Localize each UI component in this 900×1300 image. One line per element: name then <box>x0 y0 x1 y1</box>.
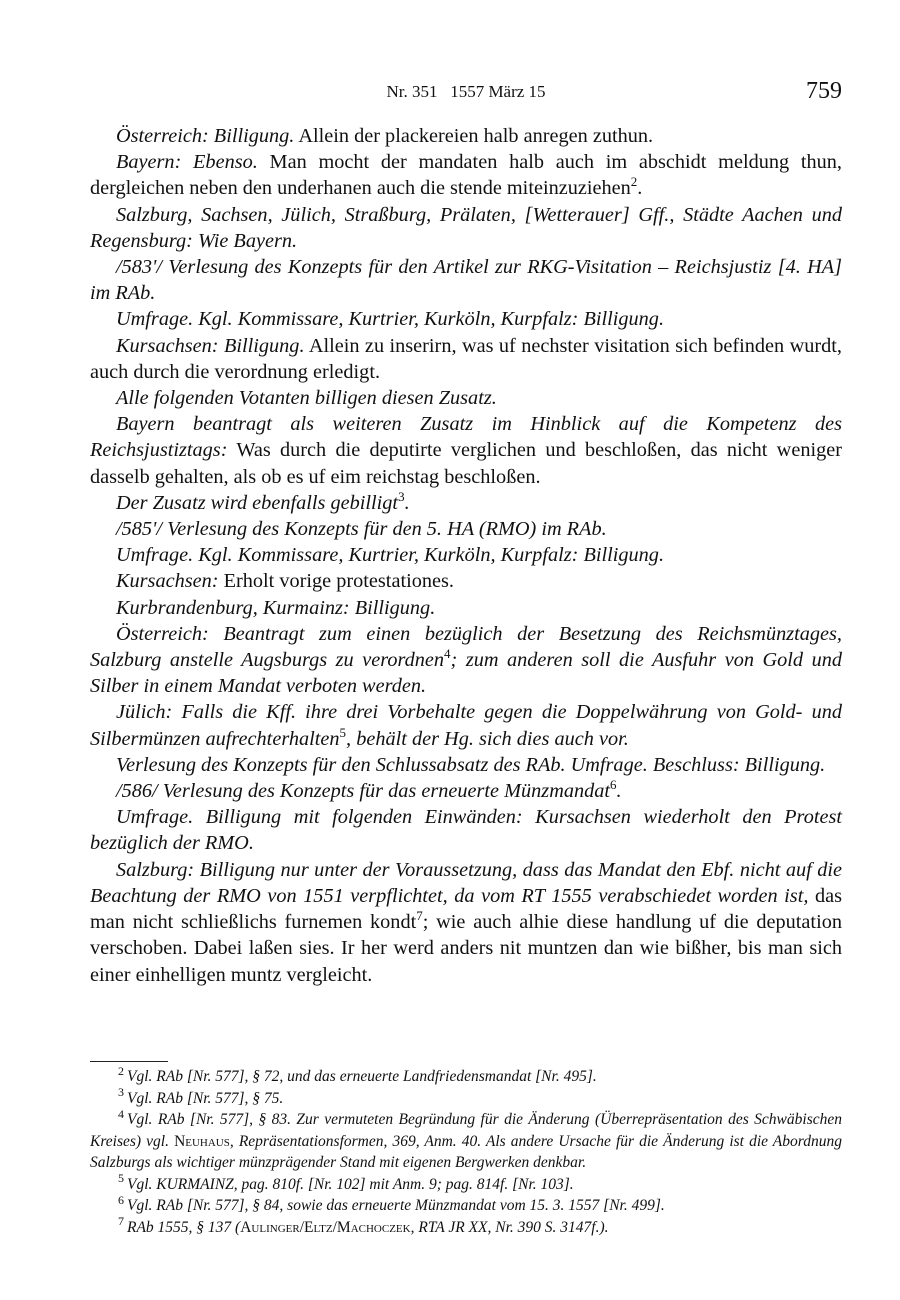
text-run: . <box>404 491 410 514</box>
footnote-number: 2 <box>118 1063 124 1078</box>
text-run: Was durch die deputirte verglichen und beschloßen, das nicht weniger dasselb gehalten, als ob es uf eim reichstag beschloßen. <box>90 439 842 488</box>
text-run: Umfrage. Kgl. Kommissare, Kurtrier, Kurköln, Kurpfalz: Billigung. <box>116 308 665 331</box>
text-run: Salzburg, Sachsen, Jülich, Straßburg, Prälaten, [Wetterauer] Gff., Städte Aachen und Regensburg: Wie Bayern. <box>90 203 842 252</box>
paragraph <box>90 254 842 306</box>
paragraph <box>90 149 842 201</box>
text-run: Vgl. KURMAINZ, pag. 810f. [Nr. 102] mit Anm. 9; pag. 814f. [Nr. 103]. <box>127 1175 574 1193</box>
text-run: RAb 1555, § 137 ( <box>127 1218 241 1236</box>
author-name: Aulinger/Eltz/Machoczek <box>240 1218 411 1236</box>
text-run: ; wie auch alhie diese handlung uf die deputation verschoben. Dabei laßen sies. Ir her werd anders nit muntzen dan wie bißher, bis man sich einer einhelligen muntz vergleicht. <box>90 911 842 986</box>
text-run: Erholt vorige protestationes. <box>218 570 454 593</box>
text-run: Jülich: Falls die Kff. ihre drei Vorbehalte gegen die Doppelwährung von Gold- und Silbermünzen aufrechterhalten <box>90 701 842 750</box>
paragraph <box>90 752 842 778</box>
page-header <box>90 80 842 110</box>
text-run: . <box>637 177 643 200</box>
footnote-ref[interactable]: 3 <box>398 489 405 505</box>
text-run: das man nicht schließlichs furnemen kondt <box>90 884 842 934</box>
text-run: Allein zu inserirn, was uf nechster visitation sich befinden wurdt, auch durch die verordnung erledigt. <box>90 334 842 383</box>
paragraph <box>90 411 842 490</box>
footnote-number: 4 <box>118 1106 124 1121</box>
paragraph <box>90 306 842 332</box>
text-run: /585'/ Verlesung des Konzepts für den 5. HA (RMO) im RAb. <box>116 518 607 541</box>
paragraph <box>90 595 842 621</box>
footnotes <box>90 1063 842 1238</box>
text-run: Allein der plackereien halb anregen zuthun. <box>294 125 654 147</box>
footnote-separator <box>90 1061 168 1062</box>
text-run: Kursachsen: Billigung. <box>116 334 305 357</box>
footnote-number: 5 <box>118 1171 124 1186</box>
paragraph <box>90 621 842 700</box>
paragraph <box>90 333 842 385</box>
text-run: Vgl. RAb [Nr. 577], § 75. <box>127 1089 284 1107</box>
text-run: ; zum anderen soll die Ausfuhr von Gold und Silber in einem Mandat verboten werden. <box>90 649 843 698</box>
footnote <box>90 1106 842 1174</box>
text-run: Alle folgenden Votanten billigen diesen Zusatz. <box>116 387 497 410</box>
text-run: Umfrage. Kgl. Kommissare, Kurtrier, Kurköln, Kurpfalz: Billigung. <box>116 544 665 567</box>
text-run: Österreich: Billigung. <box>116 125 295 147</box>
footnote-ref[interactable]: 6 <box>610 777 617 793</box>
paragraph <box>90 516 842 542</box>
page-number: 759 <box>806 78 842 104</box>
footnote <box>90 1171 842 1196</box>
text-run: Man mocht der mandaten halb auch im abschidt meldung thun, dergleichen neben den underhanen auch die stende miteinzuziehen <box>90 151 842 200</box>
paragraph <box>90 699 842 751</box>
text-run: Kursachsen: <box>116 570 219 593</box>
footnote <box>90 1063 842 1088</box>
text-run: Bayern: Ebenso. <box>116 151 258 174</box>
footnote-number: 7 <box>118 1214 124 1229</box>
text-run: Bayern beantragt als weiteren Zusatz im Hinblick auf die Kompetenz des Reichsjustiztags: <box>90 413 842 462</box>
text-run: , RTA JR XX, Nr. 390 S. 3147f.). <box>410 1218 609 1236</box>
paragraph <box>90 490 842 516</box>
footnote-number: 3 <box>118 1085 124 1100</box>
text-run: Vgl. RAb [Nr. 577], § 84, sowie das erneuerte Münzmandat vom 15. 3. 1557 [Nr. 499]. <box>127 1197 665 1214</box>
text-run: Kurbrandenburg, Kurmainz: Billigung. <box>116 596 436 619</box>
footnote-number: 6 <box>118 1192 124 1207</box>
author-name: Neuhaus <box>174 1132 230 1150</box>
paragraph <box>90 804 842 856</box>
footnote-ref[interactable]: 5 <box>339 724 347 740</box>
text-run: Umfrage. Billigung mit folgenden Einwänden: Kursachsen wiederholt den Protest bezüglich der RMO. <box>90 806 842 855</box>
text-run: . <box>616 780 622 803</box>
footnote-ref[interactable]: 7 <box>416 908 423 924</box>
footnote <box>90 1214 842 1239</box>
footnote <box>90 1085 842 1110</box>
text-run: Der Zusatz wird ebenfalls gebilligt <box>116 491 399 514</box>
main-text <box>90 123 842 988</box>
footnote-ref[interactable]: 4 <box>444 646 451 662</box>
text-run: , behält der Hg. sich dies auch vor. <box>346 727 629 750</box>
paragraph <box>90 123 842 149</box>
text-run: Verlesung des Konzepts für den Schlussabsatz des RAb. Umfrage. Beschluss: Billigung. <box>116 753 826 776</box>
paragraph <box>90 778 842 804</box>
paragraph <box>90 542 842 568</box>
footnote-ref[interactable]: 2 <box>630 174 638 190</box>
footnote <box>90 1192 842 1217</box>
text-run: /583'/ Verlesung des Konzepts für den Artikel zur RKG-Visitation – Reichsjustiz [4. HA] im RAb. <box>90 256 842 305</box>
paragraph <box>90 385 842 411</box>
text-run: Vgl. RAb [Nr. 577], § 72, und das erneuerte Landfriedensmandat [Nr. 495]. <box>127 1068 597 1085</box>
paragraph <box>90 202 842 254</box>
paragraph <box>90 857 842 988</box>
text-run: Österreich: Beantragt zum einen bezüglich der Besetzung des Reichsmünztages, Salzburg anstelle Augsburgs zu verordnen <box>90 622 842 672</box>
text-run: Salzburg: Billigung nur unter der Voraussetzung, dass das Mandat den Ebf. nicht auf die Beachtung der RMO von 1551 verpflichtet, da vom RT 1555 verabschiedet worden ist, <box>90 858 842 907</box>
text-run: /586/ Verlesung des Konzepts für das erneuerte Münzmandat <box>116 780 611 803</box>
text-run: Vgl. RAb [Nr. 577], § 83. Zur vermuteten Begründung für die Änderung (Überrepräsentation des Schwäbischen Kreises) vgl. <box>90 1111 842 1150</box>
text-run: , Repräsentationsformen, 369, Anm. 40. Als andere Ursache für die Änderung ist die Abordnung Salzburgs als wichtiger münzprägender Stand mit eigenen Bergwerken denkbar. <box>90 1132 842 1171</box>
running-head: Nr. 351 1557 März 15 <box>386 82 546 101</box>
paragraph <box>90 568 842 594</box>
